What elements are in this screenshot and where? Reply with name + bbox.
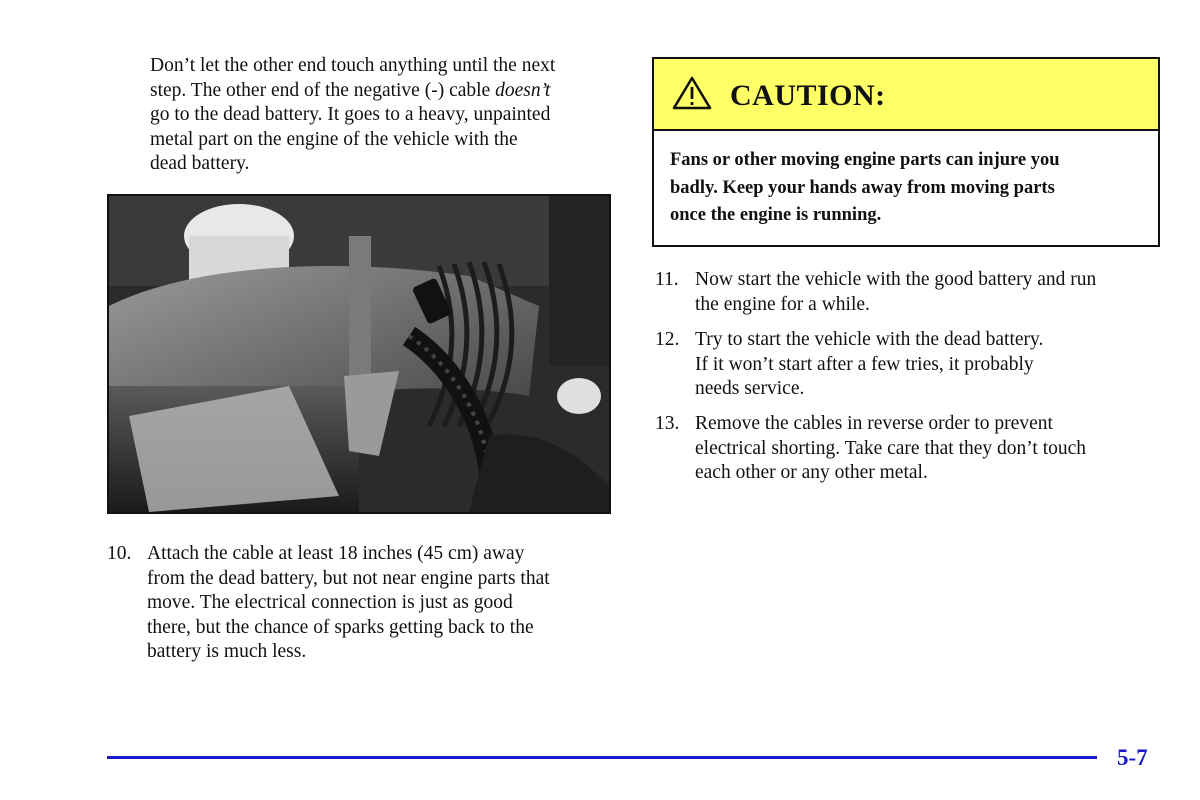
step-line: Try to start the vehicle with the dead battery.: [695, 329, 1044, 350]
step-line: move. The electrical connection is just as good: [147, 592, 513, 613]
step-number: 10.: [107, 543, 132, 564]
step-text: [695, 268, 1096, 317]
caution-line: Fans or other moving engine parts can injure you: [670, 150, 1060, 170]
engine-photo: [107, 194, 611, 514]
step-number: 11.: [655, 269, 679, 290]
intro-emphasis: doesn’t: [495, 79, 551, 101]
step-line: the engine for a while.: [695, 293, 870, 315]
step-line: from the dead battery, but not near engine parts that: [147, 567, 550, 589]
intro-line: metal part on the engine of the vehicle with the: [150, 128, 518, 150]
step-line: each other or any other metal.: [695, 462, 928, 483]
step-line: Attach the cable at least 18 inches (45 cm) away: [147, 543, 525, 564]
step-line: there, but the chance of sparks getting back to the: [147, 616, 534, 638]
step-text: [147, 542, 550, 665]
step-text: [695, 328, 1043, 402]
caution-line: badly. Keep your hands away from moving parts: [670, 177, 1055, 198]
intro-line: go to the dead battery. It goes to a heavy, unpainted: [150, 104, 551, 125]
step-line: If it won’t start after a few tries, it probably: [695, 353, 1034, 375]
intro-line: [150, 79, 620, 104]
page-number: 5-7: [1117, 745, 1148, 770]
step-number: 12.: [655, 329, 680, 350]
engine-illustration: [109, 196, 609, 512]
step-line: needs service.: [695, 378, 805, 399]
step-line: Now start the vehicle with the good battery and run: [695, 269, 1097, 290]
caution-text: [670, 147, 1060, 230]
intro-paragraph: [150, 54, 620, 177]
caution-line: once the engine is running.: [670, 205, 882, 225]
step-number: 13.: [655, 413, 680, 434]
caution-header: [654, 59, 1158, 131]
step-line: electrical shorting. Take care that they don’t touch: [695, 437, 1087, 459]
step-line: Remove the cables in reverse order to prevent: [695, 413, 1053, 434]
intro-line: Don’t let the other end touch anything until the next: [150, 55, 556, 76]
warning-triangle-icon: [672, 75, 712, 111]
intro-line: dead battery.: [150, 153, 250, 174]
step-line: battery is much less.: [147, 641, 307, 662]
footer-rule: [107, 756, 1097, 759]
step-text: [695, 412, 1086, 486]
caution-box: [652, 57, 1160, 247]
caution-title: CAUTION:: [730, 79, 886, 112]
intro-line-text: step. The other end of the negative (-) cable: [150, 79, 496, 101]
